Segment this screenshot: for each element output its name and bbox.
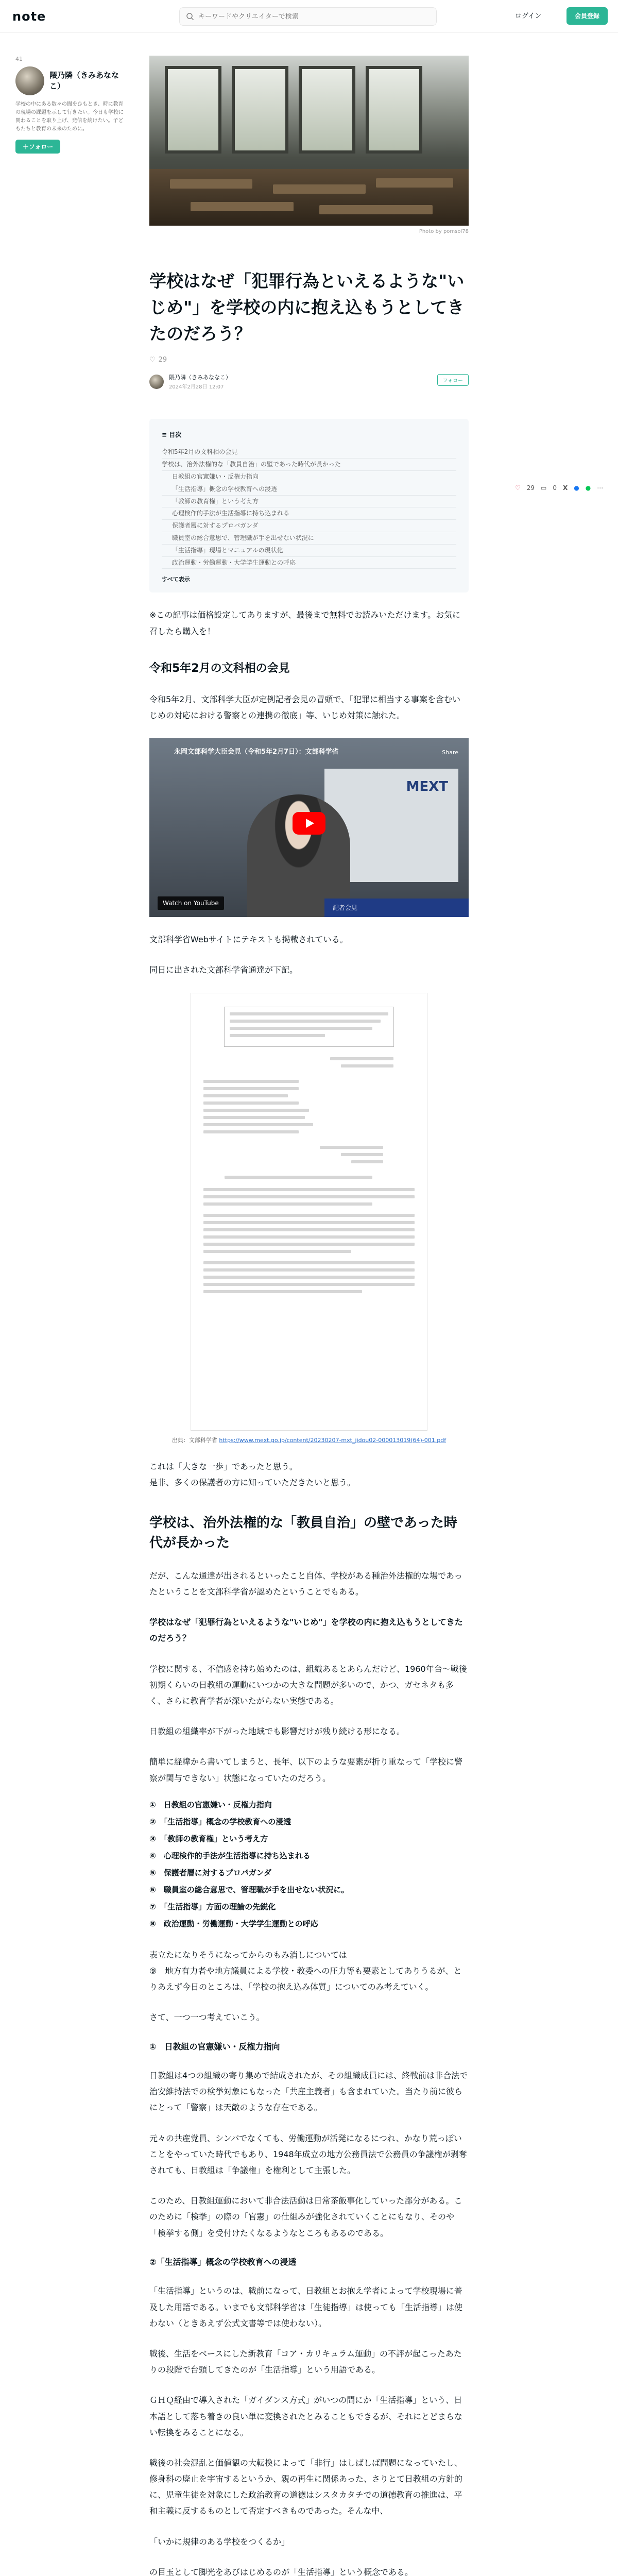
window-shape [299,66,355,154]
author-avatar-small[interactable] [149,375,164,389]
heart-icon[interactable]: ♡ [149,356,156,364]
paragraph: このため、日教組運動において非合法活動は日常茶飯事化していった部分がある。このために「検挙」の際の「官憲」の仕組みが強化されていくことにもなり、そのや「検挙する側」を受付けたくなるようなところもあるのである。 [149,2196,462,2238]
toc-item[interactable]: 心理検作的手法が生活指導に持ち込まれる [162,507,456,520]
paragraph: の目玉として脚光をあびはじめるのが「生活指導」という概念である。 [149,2567,414,2576]
article-follow-button[interactable]: フォロー [437,374,469,386]
window-shape [232,66,288,154]
play-icon[interactable] [293,812,325,835]
article-date: 2024年2月28日 12:07 [169,384,224,391]
toc-item[interactable]: 保護者層に対するプロパガンダ [162,520,456,532]
share-comment-count: 0 [553,484,557,492]
factor-list-item: ⑦ 「生活指導」方面の理論の先鋭化 [149,1902,276,1911]
paragraph: ⑨ 地方有力者や地方議員による学校・教委への圧力等も要素としてありうるが、とりあえず今日のところは、「学校の抱え込み体質」についてのみ考えていく。 [149,1965,462,1992]
factor-list-item: ⑤ 保護者層に対するプロパガンダ [149,1868,272,1877]
article-author-name[interactable]: 隈乃隣（きみあななこ） [169,374,231,381]
document-link[interactable]: https://www.mext.go.jp/content/20230207-mxt_jidou02-000013019(64)-001.pdf [219,1436,447,1444]
article-title: 学校はなぜ「犯罪行為といえるような"いじめ"」を学校の内に抱え込もうとしてきたのだろう？ [149,271,465,344]
paragraph: 日教組は4つの組織の寄り集めで結成されたが、その組織成員には、終戦前は非合法で治安維持法での検挙対象にもなった「共産主義者」も含まれていた。当たり前に彼らにとって「警察」は天敵のような存在である。 [149,2071,468,2113]
heading-kaiken: 令和5年2月の文科相の会見 [149,662,290,675]
video-title[interactable]: 永岡文部科学大臣会見（令和5年2月7日）：文部科学省 [174,748,339,756]
factor-list-item: ③ 「教師の教育権」という考え方 [149,1834,268,1843]
paragraph: ＧＨＱ経由で導入された「ガイダンス方式」がいつの間にか「生活指導」という、日本語として落ち着きの良い単に変換されたとみることもできるが、それにとどまらない転換をみることになる。 [149,2395,463,2437]
paragraph: 戦後の社会混乱と価値観の大転換によって「非行」はしばしば問題になっていたし、修身科の廃止を宇宙するというか、親の再生に関係あった、さりとて日教組の方針的に、児童生徒を対象にした政治教育の道徳はシスタカタチでの道徳教育の推進は、平和主義に反するものとして否定すべきものであった。そんな中、 [149,2458,463,2516]
article-author [149,373,469,390]
table-of-contents [149,419,469,592]
video-caption-bar: 記者会見 [324,899,469,917]
video-mext-label: MEXT [406,779,448,795]
paragraph: さて、一つ一つ考えていこう。 [149,2012,265,2023]
paragraph: 表立たになりそうになってからのもみ消しについては [149,1950,347,1960]
hero-credit: Photo by pomsol78 [419,229,469,234]
like-button[interactable]: ♡ [515,484,521,492]
header [0,0,618,33]
article-likes [149,356,469,364]
document-caption-prefix: 出典：文部科学省 [171,1436,217,1444]
plus-icon: ＋ [23,143,29,150]
paragraph: 「いかに規律のある学校をつくるか」 [149,2536,290,2547]
paragraph: だが、こんな通達が出されるといったこと自体、学校がある種治外法権的な場であったということを文部科学省が認めたということでもある。 [149,1570,462,1597]
search-input[interactable] [198,8,430,25]
toc-item[interactable]: 職員室の総合意思で、管理職が手を出せない状況に [162,532,456,545]
paid-note: ※この記事は価格設定してありますが、最後まで無料でお読みいただけます。お気に召したら購入を！ [149,610,461,636]
heading-factor-2: ②「生活指導」概念の学校教育への浸透 [149,2257,297,2267]
sidebar-author-name[interactable]: 隈乃隣（きみあななこ） [49,71,119,91]
comment-icon[interactable]: ▭ [541,484,547,492]
search-box[interactable] [179,7,437,26]
share-bar [515,484,603,492]
paragraph: 簡単に経緯から書いてしまうと、長年、以下のような要素が折り重なって「学校に警察が関与できない」状態になっていたのだろう。 [149,1757,463,1783]
more-icon[interactable]: ⋯ [597,484,604,492]
facebook-share-icon[interactable]: ● [574,484,579,492]
search-icon [186,12,194,21]
video-share[interactable]: Share [442,749,458,756]
paragraph: 同日に出された文部科学省通達が下記。 [149,965,298,975]
desks-shape [149,169,469,226]
heading-factor-1: ① 日教組の官憲嫌い・反権力指向 [149,2041,280,2052]
line-share-icon[interactable]: ● [585,484,591,492]
toc-item[interactable]: 「生活指導」概念の学校教育への浸透 [162,483,456,496]
sidebar-follow-button[interactable] [15,140,60,154]
toc-item[interactable]: 令和5年2月の文科相の会見 [162,446,456,459]
factor-list-item: ⑧ 政治運動・労働運動・大学学生運動との呼応 [149,1919,318,1928]
paragraph-bold: 学校はなぜ「犯罪行為といえるような"いじめ"」を学校の内に抱え込もうとしてきたのだろう？ [149,1617,463,1643]
toc-list-icon: ≡ [162,431,169,439]
paragraph: 学校に関する、不信感を持ち始めたのは、組織あるとあらんだけど、1960年台〜戦後初期くらいの日教組の運動にいつかの大きな問題が多いので、かつ、ガセネタも多く、さらに教育学者が深いたがらない実態である。 [149,1664,467,1706]
author-avatar[interactable] [15,66,44,95]
heading-chigai: 学校は、治外法権的な「教員自治」の壁であった時代が長かった [149,1515,457,1551]
share-like-count: 29 [526,484,535,492]
paragraph: 令和5年2月、文部科学大臣が定例記者会見の冒頭で、「犯罪に相当する事案を含むいじめの対応における警察との連携の徹底」等、いじめ対策に触れた。 [149,694,461,720]
paragraph: これは「大きな一歩」であったと思う。 [149,1461,298,1471]
youtube-embed[interactable] [149,738,469,917]
sidebar-count: 41 [15,56,23,62]
paragraph: 文部科学省Webサイトにテキストも掲載されている。 [149,935,348,945]
window-shape [165,66,221,154]
factor-list [149,1797,469,1933]
paragraph: 戦後、生活をベースにした新教育「コア・カリキュラム運動」の不評が起こったあたりの段階で台頭してきたのが「生活指導」という用語である。 [149,2348,462,2375]
sidebar-follow-label: フォロー [29,143,54,150]
article [149,268,469,2576]
toc-show-all[interactable]: すべて表示 [162,576,190,583]
toc-item[interactable]: 政治運動・労働運動・大学学生運動との呼応 [162,557,456,569]
toc-heading [162,430,456,439]
paragraph: 「生活指導」というのは、戦前になって、日教組とお抱え学者によって学校現場に普及した用語である。いまでも文部科学省は「生徒指導」は使っても「生活指導」は使わない（ときあえず公式文書等では使わない）。 [149,2286,463,2328]
paragraph: 日教組の組織率が下がった地域でも影響だけが残り続ける形になる。 [149,1726,405,1737]
paragraph: 元々の共産党員、シンパでなくても、労働運動が活発になるにつれ、かなり荒っぽいことをやっていた時代でもあり、1948年成立の地方公務員法で公務員の争議権が剥奪されても、日教組は「争議権」を権利として主張した。 [149,2133,467,2176]
sidebar-author-bio: 学校の中にある数々の闇をひもとき、時に教育の現場の課題を示して行きたい。今日も学校に関わることを取り上げ、発信を続けたい。子どもたちと教育の未来のために。 [15,101,124,132]
toc-item[interactable]: 「生活指導」現場とマニュアルの現状化 [162,545,456,557]
watch-on-youtube[interactable]: Watch on YouTube [158,896,224,910]
article-like-count: 29 [158,356,167,364]
hero-image [149,56,469,226]
factor-list-item: ⑥ 職員室の総合意思で、管理職が手を出せない状況に。 [149,1885,349,1894]
paragraph: 是非、多くの保護者の方に知っていただきたいと思う。 [149,1477,356,1487]
factor-list-item: ① 日教組の官憲嫌い・反権力指向 [149,1800,272,1809]
login-link[interactable]: ログイン [515,12,542,20]
toc-item[interactable]: 日教組の官憲嫌い・反権力指向 [162,471,456,483]
toc-heading-label: 目次 [169,431,182,439]
note-logo[interactable]: note [12,9,46,24]
window-shape [366,66,422,154]
toc-item[interactable]: 「教師の教育権」という考え方 [162,496,456,508]
document-caption [149,1436,469,1444]
factor-list-item: ② 「生活指導」概念の学校教育への浸透 [149,1817,291,1826]
factor-list-item: ④ 心理検作的手法が生活指導に持ち込まれる [149,1851,311,1860]
document-image [191,993,427,1431]
signup-button[interactable]: 会員登録 [566,7,608,25]
x-share-icon[interactable]: X [563,484,568,492]
sidebar-author [15,56,126,154]
toc-item[interactable]: 学校は、治外法権的な「教員自治」の壁であった時代が長かった [162,459,456,471]
document-box [224,1007,394,1047]
